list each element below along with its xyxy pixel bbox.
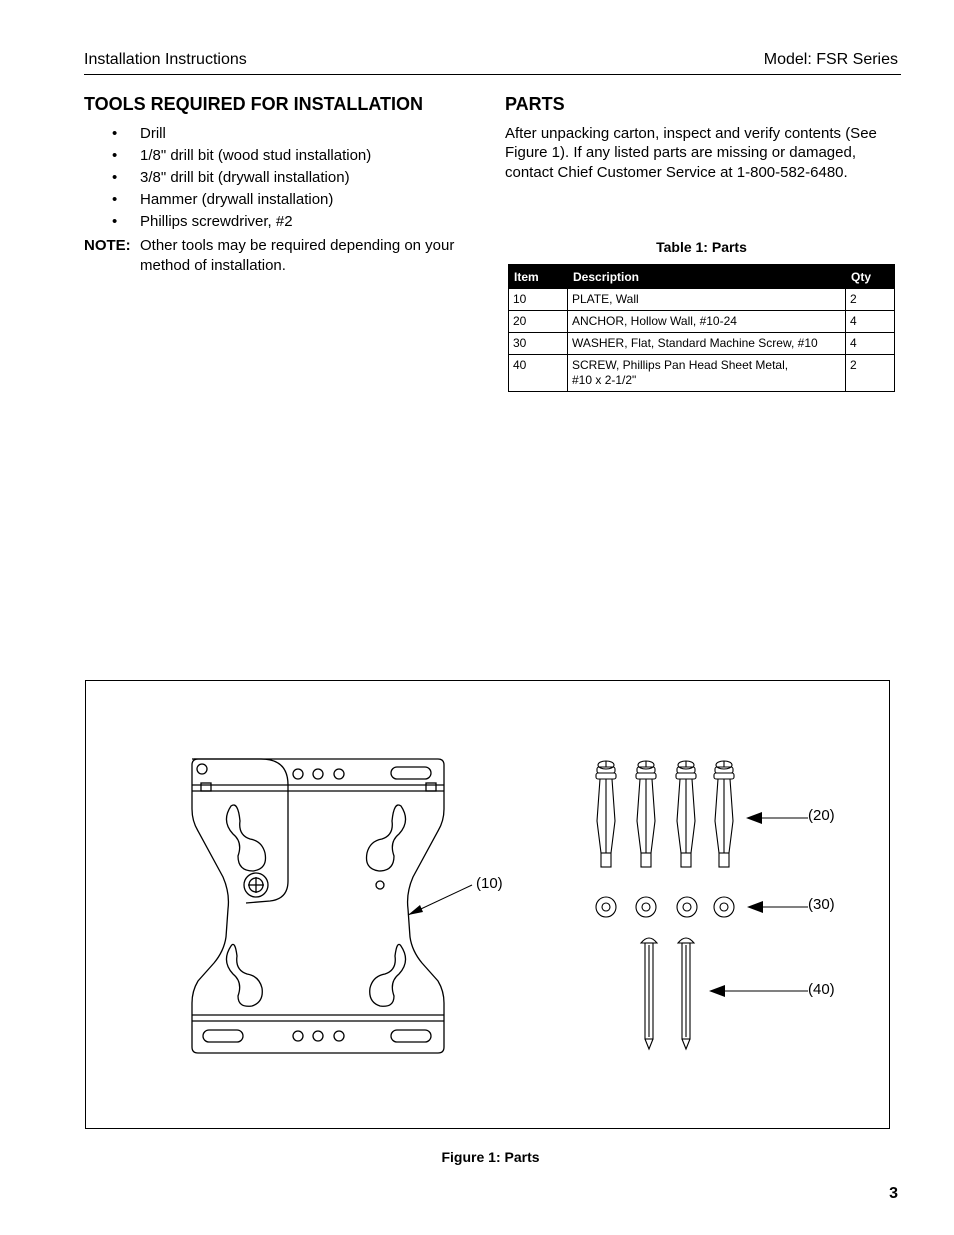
callout-40: (40) — [808, 981, 835, 998]
qty-cell: 2 — [846, 289, 895, 311]
table-row — [509, 289, 895, 311]
column-header: Item — [509, 265, 568, 289]
screw-drawings — [641, 938, 694, 1049]
header-left: Installation Instructions — [84, 51, 247, 68]
figure-caption: Figure 1: Parts — [441, 1149, 540, 1165]
list-item: • Drill — [112, 125, 166, 142]
tools-heading: TOOLS REQUIRED FOR INSTALLATION — [84, 94, 423, 114]
figure-frame — [85, 680, 890, 1129]
parts-illustration — [86, 681, 889, 1128]
page-number: 3 — [889, 1185, 898, 1202]
list-item: • Phillips screwdriver, #2 — [112, 213, 293, 230]
note — [84, 236, 484, 276]
item-cell: 30 — [509, 333, 568, 355]
tool-item-label: Drill — [140, 125, 166, 142]
table-row — [509, 355, 895, 392]
header-right: Model: FSR Series — [763, 51, 898, 68]
description-cell: WASHER, Flat, Standard Machine Screw, #10 — [568, 333, 846, 355]
anchor-drawings — [596, 761, 734, 867]
tool-item-label: 1/8" drill bit (wood stud installation) — [140, 147, 372, 164]
parts-intro: After unpacking carton, inspect and verify contents (See Figure 1). If any listed parts are missing or damaged, contact Chief Customer Service at 1-800-582-6480. — [505, 125, 877, 181]
column-header: Description — [568, 265, 846, 289]
tool-item-label: Phillips screwdriver, #2 — [140, 213, 293, 230]
item-cell: 40 — [509, 355, 568, 392]
item-cell: 20 — [509, 311, 568, 333]
list-item: • Hammer (drywall installation) — [112, 191, 334, 208]
callout-10: (10) — [476, 875, 503, 892]
header-divider — [84, 74, 901, 75]
parts-heading: PARTS — [505, 94, 565, 114]
list-item: • 1/8" drill bit (wood stud installation) — [112, 147, 372, 164]
note-text: Other tools may be required depending on your — [140, 237, 455, 254]
note-text-continued: method of installation. — [140, 257, 286, 274]
table-header-row — [509, 265, 895, 289]
tools-list — [112, 124, 371, 234]
table-row — [509, 333, 895, 355]
parts-table — [508, 264, 895, 392]
callout-20: (20) — [808, 807, 835, 824]
callout-30: (30) — [808, 896, 835, 913]
tool-item-label: 3/8" drill bit (drywall installation) — [140, 169, 350, 186]
description-cell: PLATE, Wall — [568, 289, 846, 311]
tool-item-label: Hammer (drywall installation) — [140, 191, 334, 208]
wall-plate-drawing — [192, 759, 444, 1053]
column-header: Qty — [846, 265, 895, 289]
note-label: NOTE: — [84, 237, 131, 254]
qty-cell: 4 — [846, 311, 895, 333]
description-line: SCREW, Phillips Pan Head Sheet Metal, — [572, 358, 789, 372]
description-cell — [568, 355, 846, 392]
table-caption: Table 1: Parts — [656, 239, 747, 255]
item-cell: 10 — [509, 289, 568, 311]
list-item: • 3/8" drill bit (drywall installation) — [112, 169, 350, 186]
table-row — [509, 311, 895, 333]
washer-drawings — [596, 897, 734, 917]
description-line: #10 x 2-1/2" — [572, 373, 637, 387]
description-cell: ANCHOR, Hollow Wall, #10-24 — [568, 311, 846, 333]
qty-cell: 2 — [846, 355, 895, 392]
qty-cell: 4 — [846, 333, 895, 355]
